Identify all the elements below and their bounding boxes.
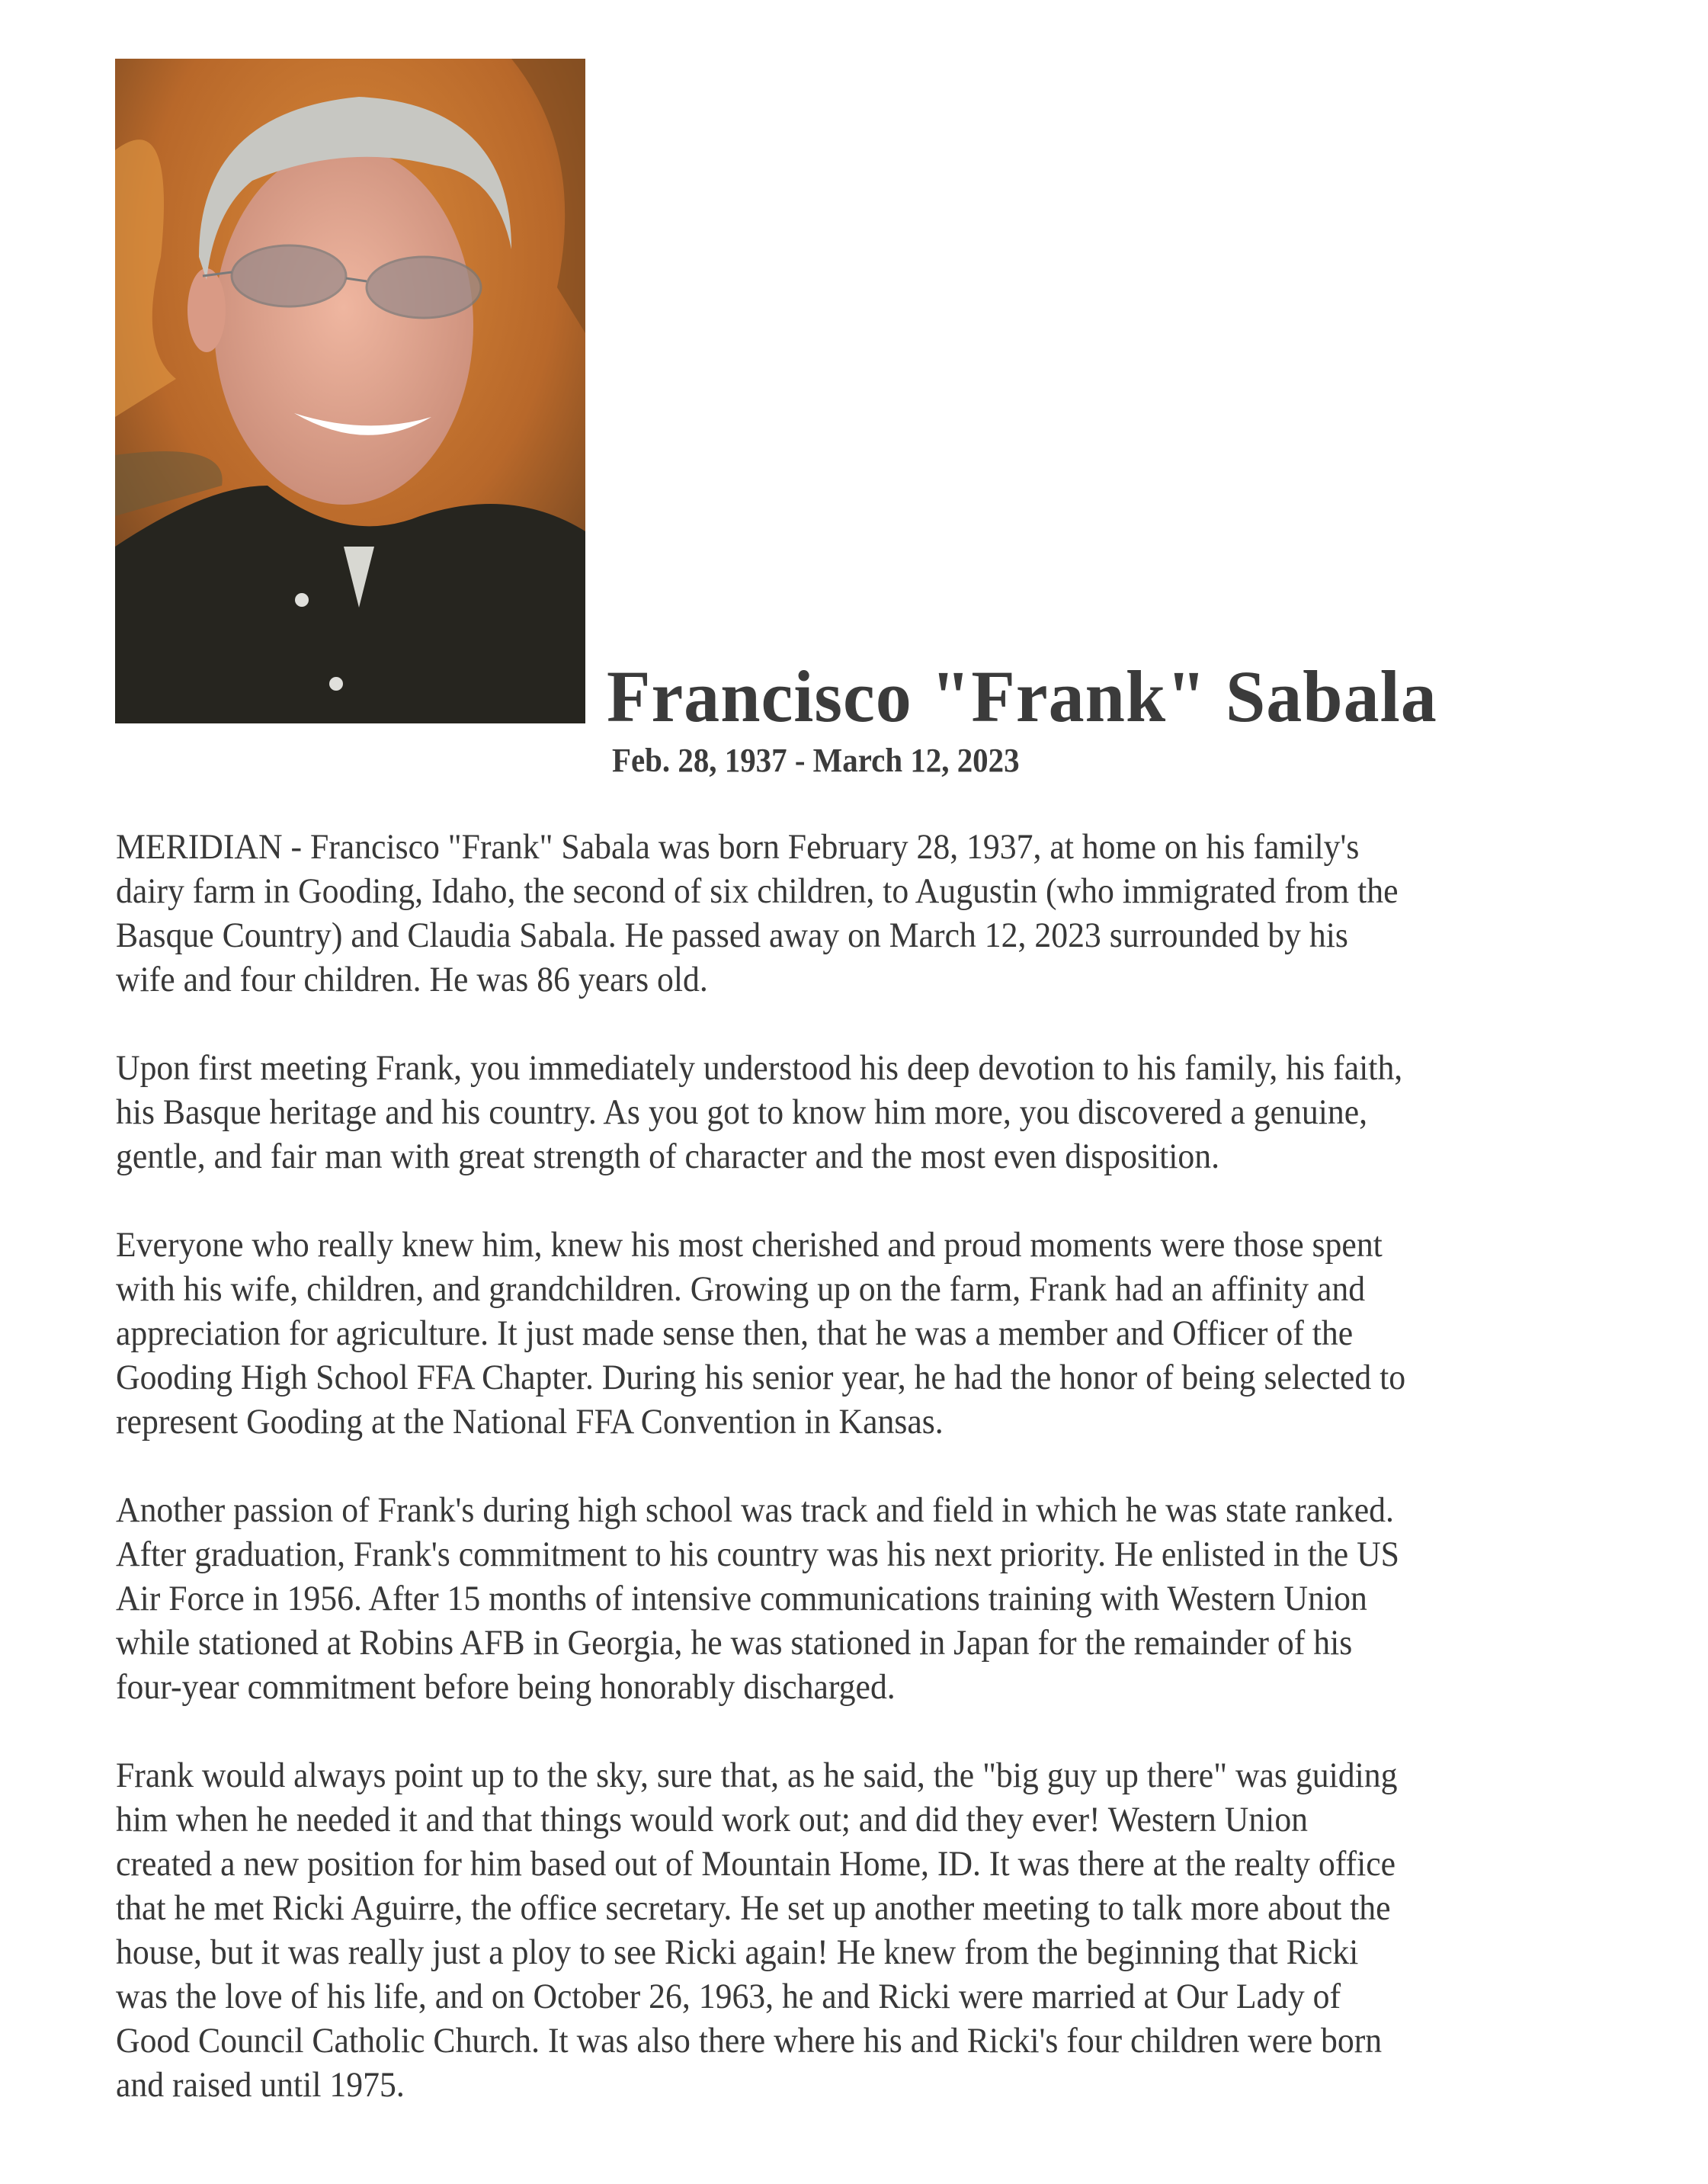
- text-line: house, but it was really just a ploy to see Ricki again! He knew from the beginning that Ricki: [116, 1932, 1359, 1972]
- text-line: represent Gooding at the National FFA Convention in Kansas.: [116, 1402, 944, 1442]
- text-line: with his wife, children, and grandchildren. Growing up on the farm, Frank had an affinity and: [116, 1269, 1366, 1309]
- text-line: him when he needed it and that things would work out; and did they ever! Western Union: [116, 1800, 1309, 1839]
- text-line: created a new position for him based out of Mountain Home, ID. It was there at the realty office: [116, 1844, 1396, 1884]
- text-line: Everyone who really knew him, knew his most cherished and proud moments were those spent: [116, 1225, 1383, 1265]
- text-line: gentle, and fair man with great strength of character and the most even disposition.: [116, 1137, 1220, 1176]
- text-line: Frank would always point up to the sky, sure that, as he said, the "big guy up there" was guiding: [116, 1756, 1398, 1795]
- life-dates: Feb. 28, 1937 - March 12, 2023: [612, 742, 1020, 779]
- paragraph-character: [116, 1046, 1640, 1179]
- obituary-title: Francisco "Frank" Sabala: [607, 656, 1437, 737]
- paragraph-birth: [116, 825, 1640, 1002]
- portrait-image: [115, 59, 585, 723]
- text-line: his Basque heritage and his country. As you got to know him more, you discovered a genuine,: [116, 1092, 1368, 1132]
- text-line: wife and four children. He was 86 years old.: [116, 960, 708, 999]
- text-line: and raised until 1975.: [116, 2065, 405, 2105]
- text-line: appreciation for agriculture. It just made sense then, that he was a member and Officer of the: [116, 1313, 1354, 1353]
- text-line: four-year commitment before being honorably discharged.: [116, 1667, 896, 1707]
- text-line: Upon first meeting Frank, you immediately understood his deep devotion to his family, his faith,: [116, 1048, 1403, 1088]
- text-line: dairy farm in Gooding, Idaho, the second of six children, to Augustin (who immigrated from the: [116, 871, 1399, 911]
- text-line: MERIDIAN - Francisco "Frank" Sabala was born February 28, 1937, at home on his family's: [116, 827, 1360, 867]
- obituary-body: [116, 825, 1640, 2151]
- paragraph-family-ffa: [116, 1223, 1640, 1444]
- text-line: Air Force in 1956. After 15 months of intensive communications training with Western Union: [116, 1579, 1367, 1618]
- text-line: Good Council Catholic Church. It was also there where his and Ricki's four children were born: [116, 2021, 1383, 2061]
- text-line: while stationed at Robins AFB in Georgia, he was stationed in Japan for the remainder of his: [116, 1623, 1353, 1663]
- text-line: that he met Ricki Aguirre, the office secretary. He set up another meeting to talk more about the: [116, 1888, 1391, 1928]
- portrait-photo: [115, 59, 585, 723]
- text-line: Gooding High School FFA Chapter. During his senior year, he had the honor of being selected to: [116, 1358, 1406, 1397]
- paragraph-marriage: [116, 1753, 1640, 2107]
- text-line: Basque Country) and Claudia Sabala. He passed away on March 12, 2023 surrounded by his: [116, 916, 1348, 955]
- text-line: After graduation, Frank's commitment to his country was his next priority. He enlisted in the US: [116, 1535, 1399, 1574]
- text-line: was the love of his life, and on October 26, 1963, he and Ricki were married at Our Lady of: [116, 1977, 1341, 2016]
- text-line: Another passion of Frank's during high school was track and field in which he was state ranked.: [116, 1490, 1394, 1530]
- paragraph-military: [116, 1488, 1640, 1709]
